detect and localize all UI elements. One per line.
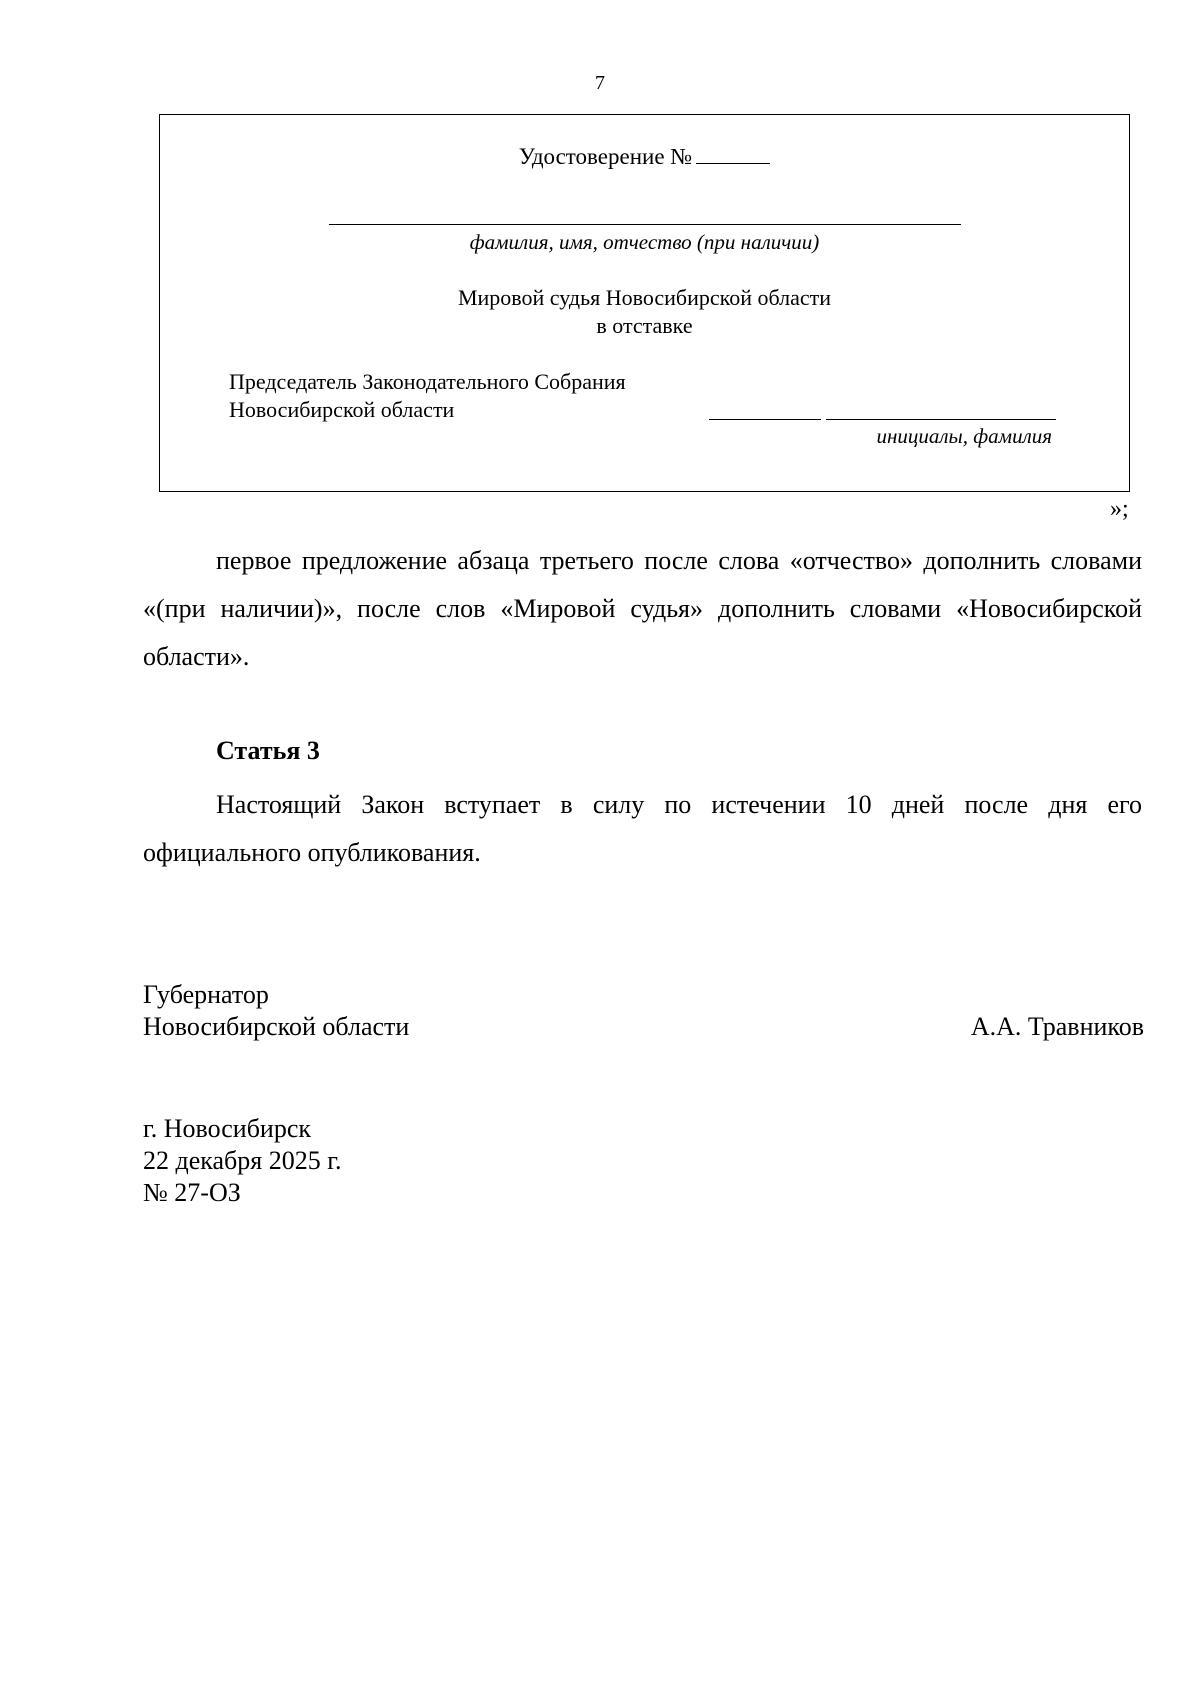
signatory-position [143,979,409,1043]
law-number: № 27-ОЗ [143,1178,241,1207]
city: г. Новосибирск [143,1114,312,1143]
fio-caption: фамилия, имя, отчество (при наличии) [469,230,820,254]
judge-title [159,284,1130,340]
article-heading: Статья 3 [216,736,320,765]
certificate-number-blank [696,143,770,164]
closing-quote: »; [1110,496,1129,522]
page-number: 7 [595,72,605,94]
amendment-paragraph [143,537,1142,681]
chairman-line1: Председатель Законодательного Собрания [229,369,626,394]
place-date-block [143,1113,341,1209]
signature-caption: инициалы, фамилия [876,424,1052,448]
initials-blank-line [826,419,1056,420]
signatory-position-line2: Новосибирской области [143,1012,410,1041]
signatory-position-line1: Губернатор [143,980,269,1009]
judge-title-line1: Мировой судья Новосибирской области [457,285,832,310]
chairman-title [229,368,626,424]
date: 22 декабря 2025 г. [143,1146,342,1175]
signatory-name: А.А. Травников [970,1012,1144,1041]
article-paragraph [143,781,1142,877]
fio-blank-line [329,224,961,225]
certificate-title [159,143,1130,170]
amendment-paragraph-text: первое предложение абзаца третьего после слова «отчество» дополнить словами «(при наличии)», после слов «Мировой судья» дополнить словами «Новосибирской области». [143,546,1142,671]
article-paragraph-text: Настоящий Закон вступает в силу по истечении 10 дней после дня его официального опубликования. [143,790,1142,867]
chairman-line2: Новосибирской области [229,397,455,422]
judge-title-line2: в отставке [596,313,693,338]
certificate-title-text: Удостоверение № [518,144,693,169]
signature-blank-line [709,419,821,420]
